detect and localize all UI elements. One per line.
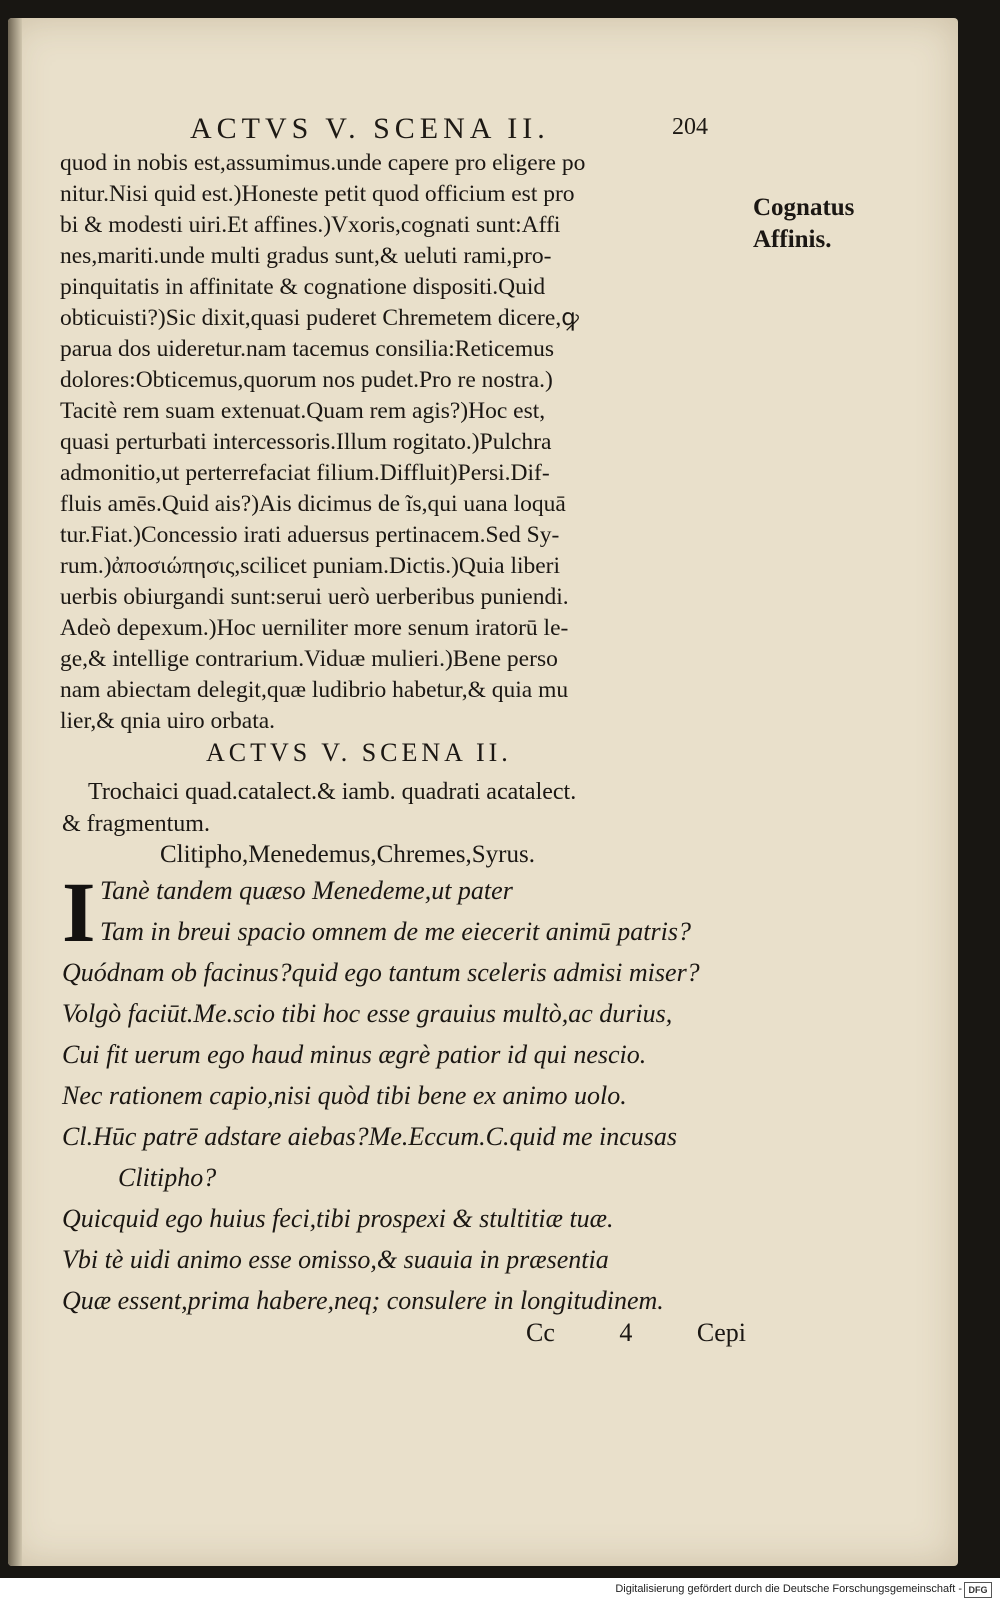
verse-line: Cui fit uerum ego haud minus ægrè patior id qui nescio. [62, 1040, 647, 1069]
commentary-line: rum.)ἀποσιώπησις,scilicet puniam.Dictis.)Quia liberi [60, 553, 561, 579]
commentary-line: nitur.Nisi quid est.)Honeste petit quod officium est pro [60, 181, 575, 207]
signature-number: 4 [619, 1318, 633, 1347]
verse-line: Quódnam ob facinus?quid ego tantum sceleris admisi miser? [62, 958, 700, 987]
margin-notes [753, 192, 854, 256]
commentary-line: nes,mariti.unde multi gradus sunt,& ueluti rami,pro- [60, 243, 552, 269]
scene-heading: ACTVS V. SCENA II. [206, 738, 512, 767]
commentary-line: tur.Fiat.)Concessio irati aduersus pertinacem.Sed Sy- [60, 522, 560, 548]
commentary-block [60, 148, 740, 737]
commentary-line: pinquitatis in affinitate & cognatione dispositi.Quid [60, 274, 546, 300]
verse-line: Tanè tandem quæso Menedeme,ut pater [100, 876, 513, 905]
commentary-line: admonitio,ut perterrefaciat filium.Diffluit)Persi.Dif- [60, 460, 550, 486]
digitization-footer [0, 1578, 1000, 1601]
verse-line: Volgò faciūt.Me.scio tibi hoc esse grauius multò,ac durius, [62, 999, 673, 1028]
verse-line: Cl.Hūc patrē adstare aiebas?Me.Eccum.C.quid me incusas [62, 1122, 677, 1151]
margin-note-affinis: Affinis. [753, 226, 832, 253]
catchline [526, 1318, 746, 1348]
commentary-line: fluis amēs.Quid ais?)Ais dicimus de ĩs,qui uana loquā [60, 491, 566, 517]
drop-capital: I [62, 864, 96, 960]
commentary-line: dolores:Obticemus,quorum nos pudet.Pro re nostra.) [60, 367, 553, 393]
commentary-line: obticuisti?)Sic dixit,quasi puderet Chremetem dicere,ꝙ [60, 305, 579, 331]
meter-line: & fragmentum. [62, 811, 210, 837]
footer-credit: Digitalisierung gefördert durch die Deutsche Forschungsgemeinschaft - [615, 1583, 962, 1595]
commentary-line: ge,& intellige contrarium.Viduæ mulieri.)Bene perso [60, 646, 558, 672]
commentary-line: nam abiectam delegit,quæ ludibrio habetur,& quia mu [60, 677, 569, 703]
running-head: ACTVS V. SCENA II. [190, 112, 550, 145]
page-number: 204 [672, 114, 708, 140]
verse-line: Tam in breui spacio omnem de me eiecerit animū patris? [100, 917, 691, 946]
commentary-line: lier,& qnia uiro orbata. [60, 708, 276, 734]
commentary-line: Tacitè rem suam extenuat.Quam rem agis?)Hoc est, [60, 398, 546, 424]
verse-line: Quæ essent,prima habere,neq; consulere in longitudinem. [62, 1286, 664, 1315]
commentary-line: parua dos uideretur.nam tacemus consilia:Reticemus [60, 336, 555, 362]
verse-block [62, 864, 752, 1321]
commentary-line: quasi perturbati intercessoris.Illum rogitato.)Pulchra [60, 429, 552, 455]
dfg-logo-icon: DFG [964, 1582, 992, 1598]
verse-line: Nec rationem capio,nisi quòd tibi bene ex animo uolo. [62, 1081, 627, 1110]
commentary-line: Adeò depexum.)Hoc uerniliter more senum iratorū le- [60, 615, 569, 641]
meter-line: Trochaici quad.catalect.& iamb. quadrati acatalect. [88, 779, 577, 805]
meter-note [62, 776, 742, 840]
verse-line: Quicquid ego huius feci,tibi prospexi & stultitiæ tuæ. [62, 1204, 614, 1233]
verse-line: Clitipho? [118, 1163, 217, 1192]
commentary-line: uerbis obiurgandi sunt:serui uerò uerberibus puniendi. [60, 584, 569, 610]
catchword: Cepi [696, 1318, 746, 1347]
margin-note-cognatus: Cognatus [753, 194, 855, 221]
dramatis-personae: Clitipho,Menedemus,Chremes,Syrus. [160, 841, 535, 868]
page-spine [8, 18, 22, 1566]
commentary-line: bi & modesti uiri.Et affines.)Vxoris,cognati sunt:Affi [60, 212, 561, 238]
signature-mark: Cc [526, 1318, 555, 1347]
verse-line: Vbi tè uidi animo esse omisso,& suauia in præsentia [62, 1245, 609, 1274]
commentary-line: quod in nobis est,assumimus.unde capere pro eligere po [60, 150, 586, 176]
